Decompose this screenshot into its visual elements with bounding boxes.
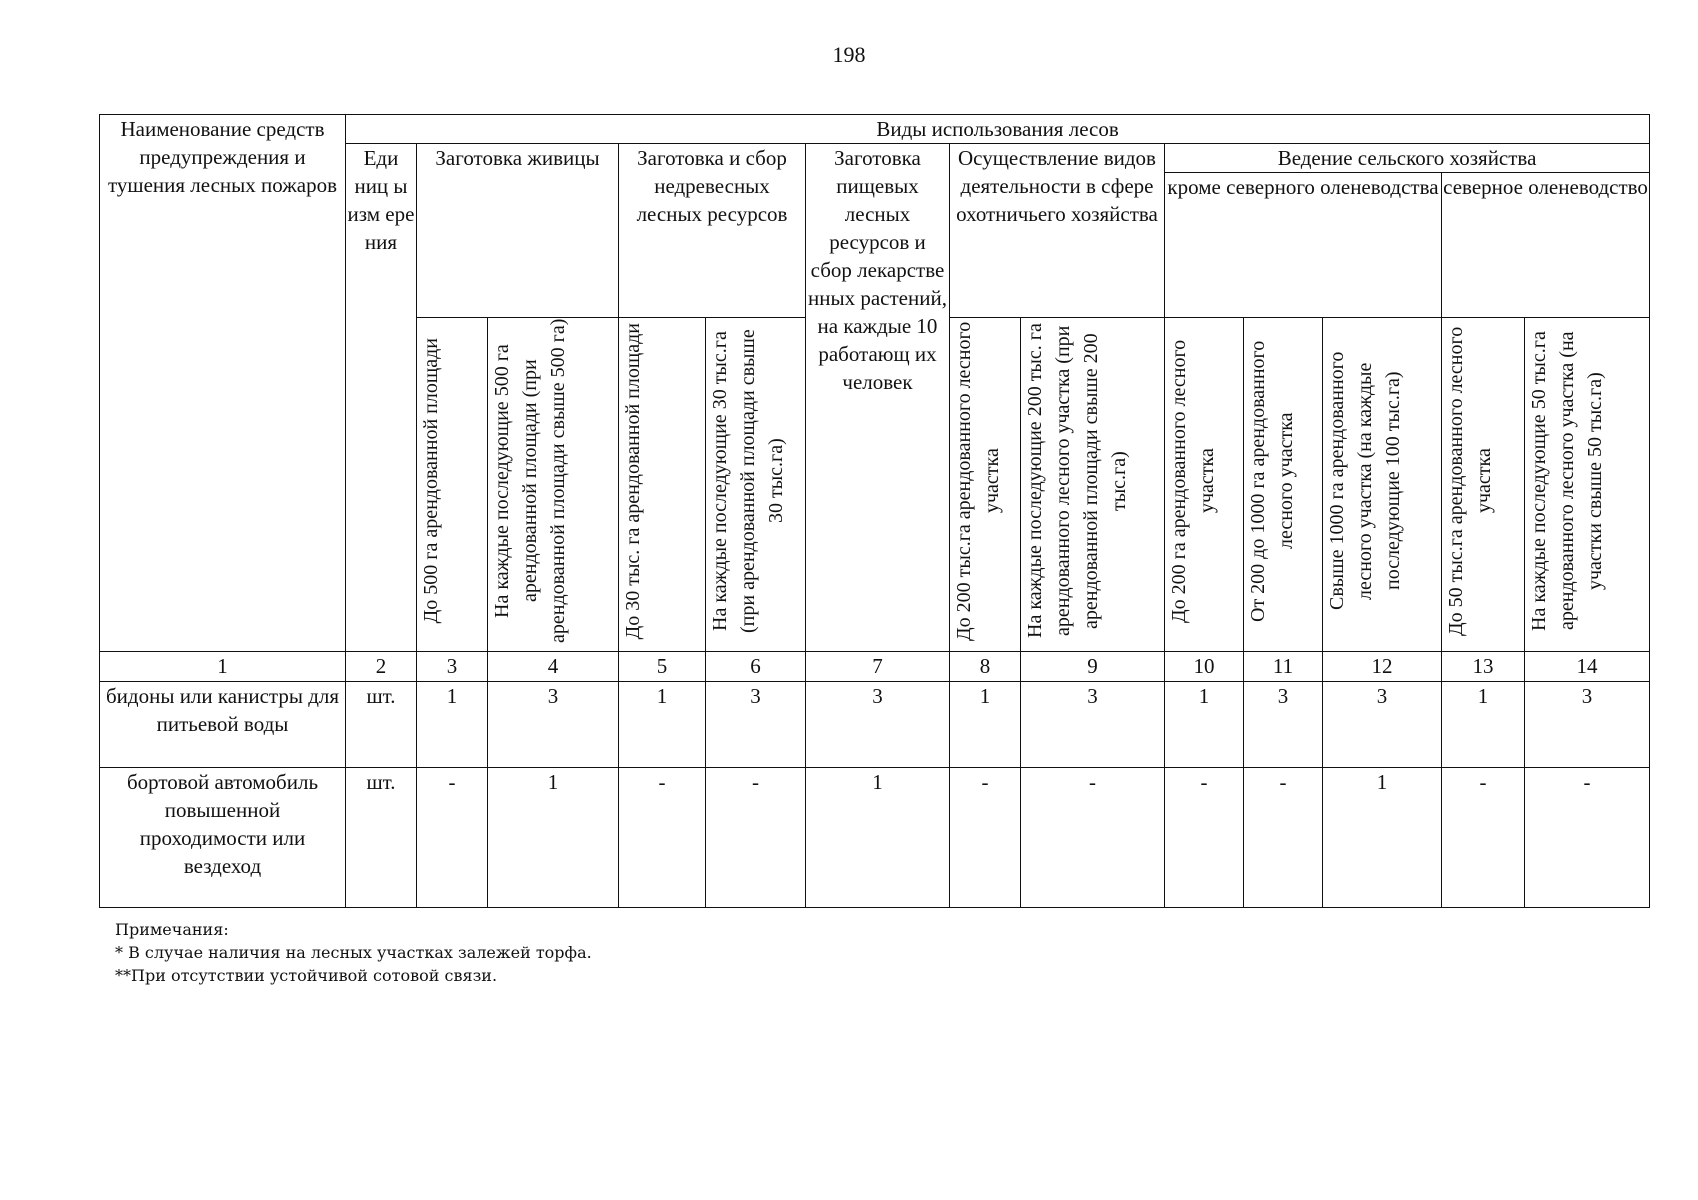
header-north-cell: северное оленеводство — [1442, 173, 1650, 318]
col6-header: На каждые последующие 30 тыс.га (при арендованной площади свыше 30 тыс.га) — [706, 318, 806, 652]
column-number: 13 — [1442, 652, 1525, 682]
value-cell: - — [950, 768, 1021, 908]
value-cell: 1 — [417, 682, 488, 768]
header-hunt-cell: Осуществление видов деятельности в сфере охотничьего хозяйства — [950, 144, 1165, 318]
header-name-cell: Наименование средств предупреждения и тушения лесных пожаров — [100, 115, 346, 652]
col5-header: До 30 тыс. га арендованной площади — [619, 318, 706, 652]
column-number: 6 — [706, 652, 806, 682]
column-number: 7 — [806, 652, 950, 682]
value-cell: - — [417, 768, 488, 908]
row-unit-cell: шт. — [346, 682, 417, 768]
value-cell: 1 — [1442, 682, 1525, 768]
value-cell: 3 — [1323, 682, 1442, 768]
column-number: 4 — [488, 652, 619, 682]
col13-header: До 50 тыс.га арендованного лесного участка — [1442, 318, 1525, 652]
value-cell: 3 — [1021, 682, 1165, 768]
value-cell: 1 — [1165, 682, 1244, 768]
column-number: 10 — [1165, 652, 1244, 682]
col4-header: На каждые последующие 500 га арендованной площади (при арендованной площади свыше 500 га) — [488, 318, 619, 652]
row-unit-cell: шт. — [346, 768, 417, 908]
column-number: 2 — [346, 652, 417, 682]
page-number: 198 — [832, 42, 866, 67]
value-cell: 1 — [619, 682, 706, 768]
header-agri-cell: Ведение сельского хозяйства — [1165, 144, 1650, 173]
column-number: 3 — [417, 652, 488, 682]
note-peat: * В случае наличия на лесных участках залежей торфа. — [115, 943, 592, 962]
header-unit-cell: Еди ниц ы изм ере ния — [346, 144, 417, 652]
table-row — [100, 682, 1650, 768]
column-number: 8 — [950, 652, 1021, 682]
value-cell: 3 — [706, 682, 806, 768]
value-cell: 1 — [1323, 768, 1442, 908]
column-number: 11 — [1244, 652, 1323, 682]
value-cell: - — [1021, 768, 1165, 908]
value-cell: - — [1442, 768, 1525, 908]
header-pisch-cell: Заготовка пищевых лесных ресурсов и сбор лекарстве нных растений, на каждые 10 работающ их человек — [806, 144, 950, 652]
col3-header: До 500 га арендованной площади — [417, 318, 488, 652]
value-cell: 1 — [950, 682, 1021, 768]
column-number: 1 — [100, 652, 346, 682]
value-cell: 1 — [806, 768, 950, 908]
header-uses-cell: Виды использования лесов — [346, 115, 1650, 144]
column-number: 5 — [619, 652, 706, 682]
value-cell: - — [1525, 768, 1650, 908]
table-row — [100, 768, 1650, 908]
notes-title: Примечания: — [115, 920, 229, 939]
value-cell: 3 — [806, 682, 950, 768]
row-name-cell: бидоны или канистры для питьевой воды — [100, 682, 346, 768]
col10-header: До 200 га арендованного лесного участка — [1165, 318, 1244, 652]
column-number: 9 — [1021, 652, 1165, 682]
column-number: 14 — [1525, 652, 1650, 682]
notes — [115, 918, 592, 987]
header-non-north-cell: кроме северного оленеводства — [1165, 173, 1442, 318]
col12-header: Свыше 1000 га арендованного лесного участка (на каждые последующие 100 тыс.га) — [1323, 318, 1442, 652]
value-cell: 3 — [1525, 682, 1650, 768]
col11-header: От 200 до 1000 га арендованного лесного участка — [1244, 318, 1323, 652]
column-number: 12 — [1323, 652, 1442, 682]
header-zhivitsa-cell: Заготовка живицы — [417, 144, 619, 318]
value-cell: - — [706, 768, 806, 908]
value-cell: - — [619, 768, 706, 908]
column-number-row — [100, 652, 1650, 682]
col14-header: На каждые последующие 50 тыс.га арендованного лесного участка (на участки свыше 50 тыс.га) — [1525, 318, 1650, 652]
header-nedrev-cell: Заготовка и сбор недревесных лесных ресурсов — [619, 144, 806, 318]
value-cell: 3 — [1244, 682, 1323, 768]
equipment-table — [99, 114, 1650, 908]
row-name-cell: бортовой автомобиль повышенной проходимости или вездеход — [100, 768, 346, 908]
value-cell: - — [1165, 768, 1244, 908]
col9-header: На каждые последующие 200 тыс. га арендованного лесного участка (при арендованной площади свыше 200 тыс.га) — [1021, 318, 1165, 652]
value-cell: 1 — [488, 768, 619, 908]
note-cellular: **При отсутствии устойчивой сотовой связи. — [115, 966, 498, 985]
value-cell: - — [1244, 768, 1323, 908]
col8-header: До 200 тыс.га арендованного лесного участка — [950, 318, 1021, 652]
value-cell: 3 — [488, 682, 619, 768]
